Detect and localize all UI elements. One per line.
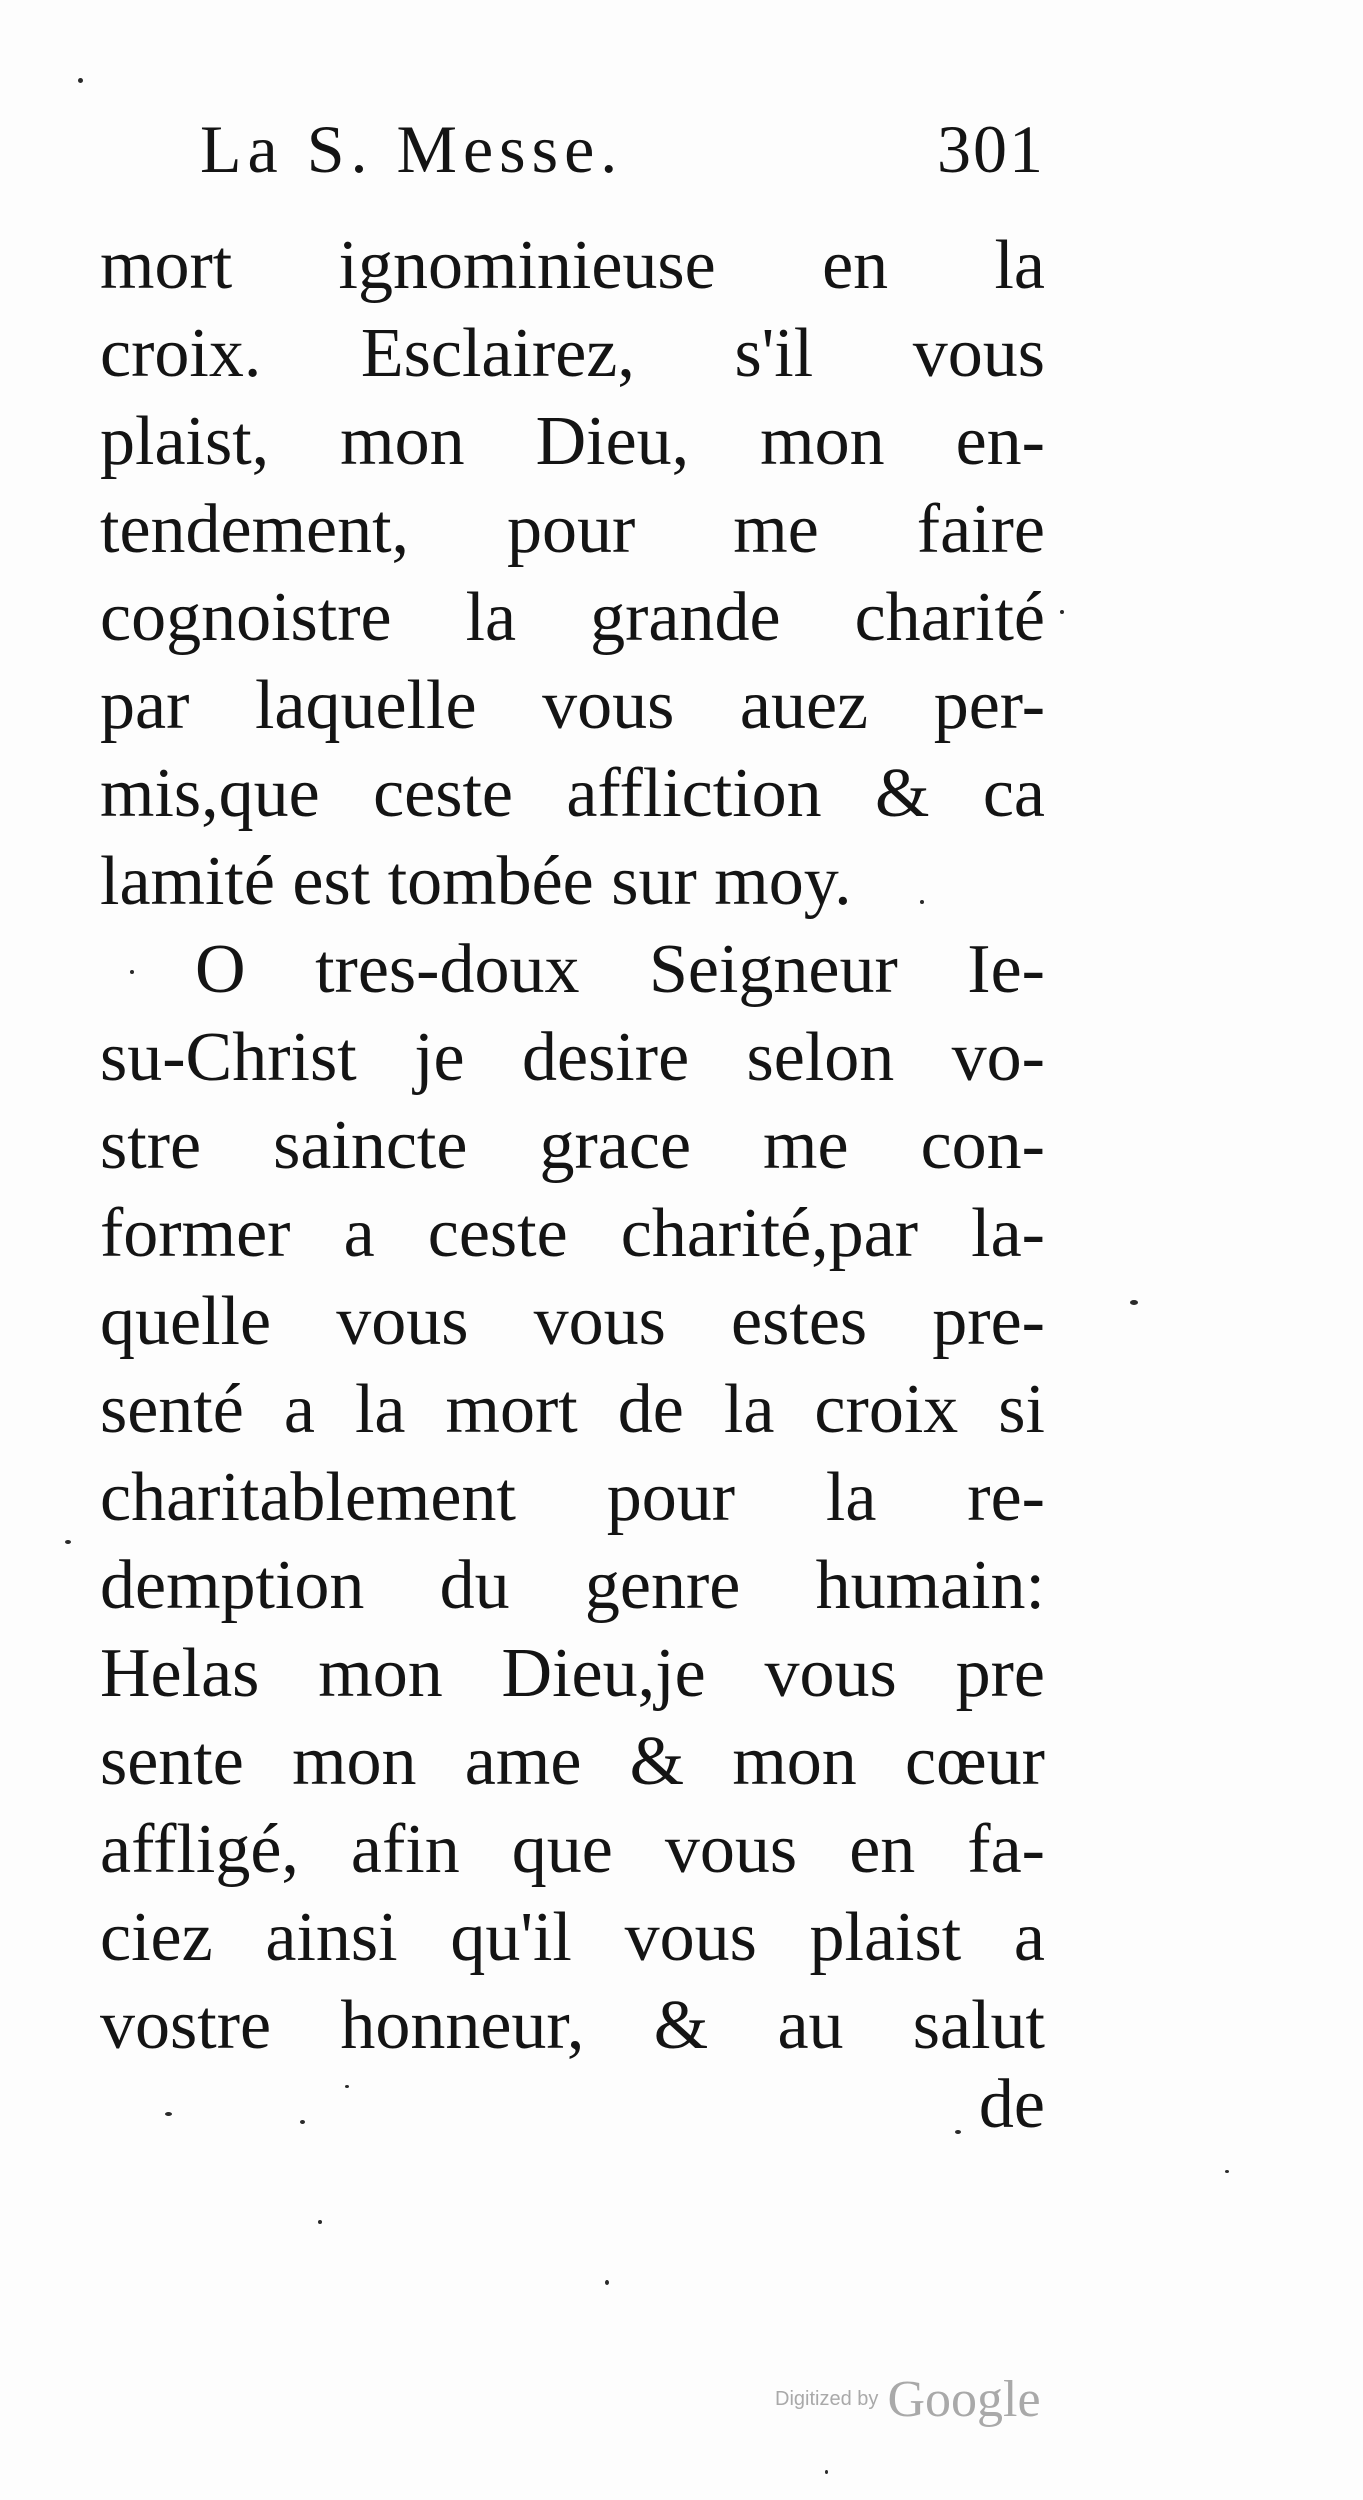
text-line: plaist, mon Dieu, mon en- bbox=[100, 403, 1045, 480]
scan-speck bbox=[920, 900, 924, 904]
scan-speck bbox=[825, 2470, 828, 2474]
text-line: lamité est tombée sur moy. bbox=[100, 843, 852, 920]
running-head bbox=[200, 110, 1045, 210]
scan-speck bbox=[318, 2220, 322, 2224]
text-line: demption du genre humain: bbox=[100, 1547, 1045, 1624]
text-line: former a ceste charité,par la- bbox=[100, 1195, 1045, 1272]
text-line: affligé, afin que vous en fa- bbox=[100, 1811, 1045, 1888]
text-line: quelle vous vous estes pre- bbox=[100, 1283, 1045, 1360]
scan-speck bbox=[955, 2130, 961, 2134]
scan-speck bbox=[1225, 2170, 1229, 2173]
scan-speck bbox=[65, 1540, 71, 1544]
catchword: de bbox=[978, 2066, 1045, 2143]
text-line: croix. Esclairez, s'il vous bbox=[100, 315, 1045, 392]
body-text bbox=[100, 222, 1045, 2070]
scan-speck bbox=[605, 2280, 609, 2285]
google-logo: Google bbox=[887, 2371, 1041, 2428]
text-line: cognoistre la grande charité bbox=[100, 579, 1045, 656]
text-line: mort ignominieuse en la bbox=[100, 227, 1045, 304]
page-number: 301 bbox=[937, 111, 1045, 187]
text-line: Helas mon Dieu,je vous pre bbox=[100, 1635, 1045, 1712]
scan-speck bbox=[78, 78, 83, 83]
text-line: charitablement pour la re- bbox=[100, 1459, 1045, 1536]
running-title: La S. Messe. bbox=[200, 111, 624, 187]
scan-speck bbox=[1060, 610, 1064, 614]
scan-speck bbox=[1130, 1300, 1138, 1305]
text-line: senté a la mort de la croix si bbox=[100, 1371, 1045, 1448]
text-line: stre saincte grace me con- bbox=[100, 1107, 1045, 1184]
scan-speck bbox=[300, 2120, 305, 2124]
text-line: sente mon ame & mon cœur bbox=[100, 1723, 1045, 1800]
scan-speck bbox=[130, 970, 134, 974]
text-line: su-Christ je desire selon vo- bbox=[100, 1019, 1045, 1096]
text-line: tendement, pour me faire bbox=[100, 491, 1045, 568]
scan-speck bbox=[165, 2112, 172, 2116]
text-line: vostre honneur, & au salut bbox=[100, 1987, 1045, 2064]
scan-speck bbox=[345, 2085, 349, 2088]
digitized-by-google-watermark bbox=[775, 2370, 1041, 2429]
text-line: ciez ainsi qu'il vous plaist a bbox=[100, 1899, 1045, 1976]
digitized-prefix: Digitized by bbox=[775, 2388, 879, 2410]
text-line: par laquelle vous auez per- bbox=[100, 667, 1045, 744]
paragraph-start-line: O tres-doux Seigneur Ie- bbox=[195, 931, 1045, 1008]
text-line: mis,que ceste affliction & ca bbox=[100, 755, 1045, 832]
